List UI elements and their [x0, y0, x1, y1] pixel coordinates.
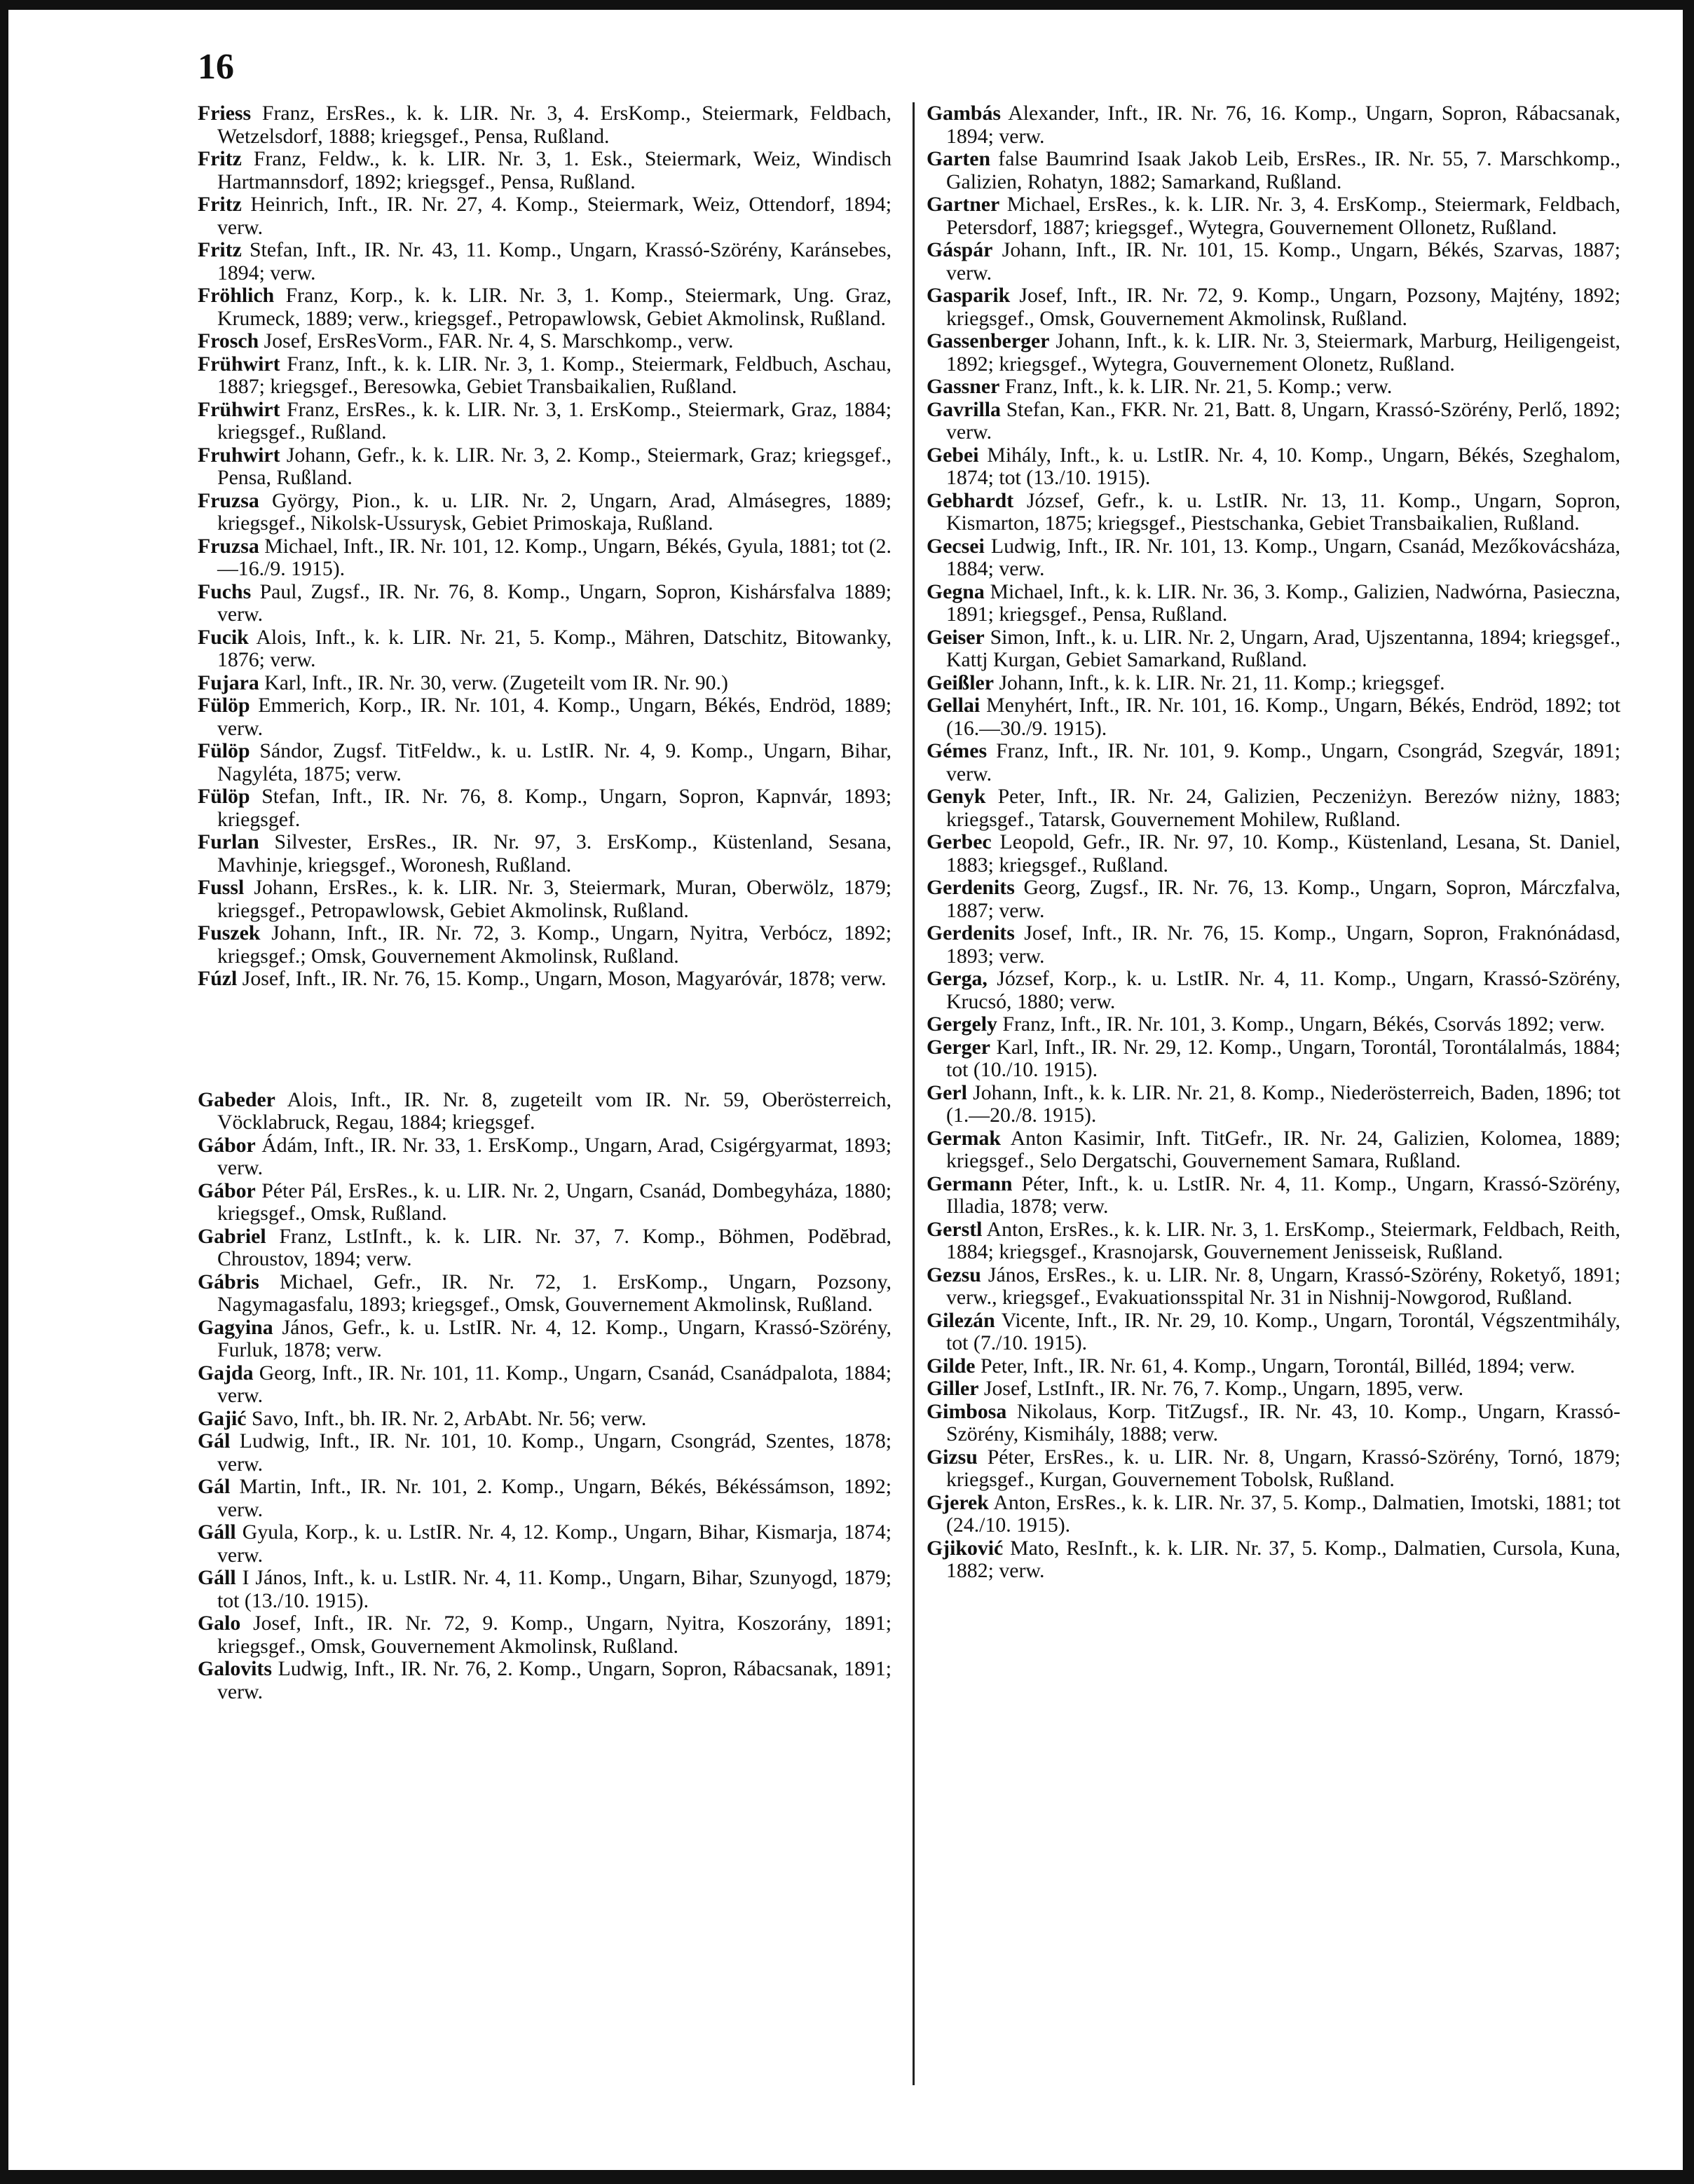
entry-surname: Gerstl: [927, 1217, 983, 1241]
entry-details: Stefan, Inft., IR. Nr. 43, 11. Komp., Ungarn, Krassó-Szörény, Karánsebes, 1894; verw.: [217, 238, 892, 284]
entry-details: Leopold, Gefr., IR. Nr. 97, 10. Komp., Küstenland, Lesana, St. Daniel, 1883; kriegsgef., Rußland.: [946, 830, 1620, 877]
register-entry: [198, 1362, 892, 1408]
register-entry: [927, 1355, 1620, 1378]
entry-surname: Fruhwirt: [198, 443, 280, 467]
entry-details: Martin, Inft., IR. Nr. 101, 2. Komp., Ungarn, Békés, Békéssámson, 1892; verw.: [217, 1475, 892, 1521]
entry-details: Ludwig, Inft., IR. Nr. 101, 13. Komp., Ungarn, Csanád, Mezőkovácsháza, 1884; verw.: [946, 534, 1620, 580]
register-entry: [198, 877, 892, 922]
entry-surname: Gilde: [927, 1354, 976, 1378]
entry-details: Paul, Zugsf., IR. Nr. 76, 8. Komp., Ungarn, Sopron, Kishársfalva 1889; verw.: [217, 579, 892, 626]
register-entry: [198, 102, 892, 148]
entry-surname: Gimbosa: [927, 1399, 1007, 1423]
entry-surname: Fülöp: [198, 739, 250, 762]
entry-details: Franz, ErsRes., k. k. LIR. Nr. 3, 1. ErsKomp., Steiermark, Graz, 1884; kriegsgef., Rußland.: [217, 397, 892, 444]
entry-details: József, Korp., k. u. LstIR. Nr. 4, 11. Komp., Ungarn, Krassó-Szörény, Krucsó, 1880; verw.: [946, 967, 1620, 1013]
entry-details: Savo, Inft., bh. IR. Nr. 2, ArbAbt. Nr. 56; verw.: [251, 1406, 647, 1430]
entry-surname: Gabriel: [198, 1224, 266, 1248]
entry-details: Alois, Inft., IR. Nr. 8, zugeteilt vom IR. Nr. 59, Oberösterreich, Vöcklabruck, Regau, 1884; kriegsgef.: [217, 1087, 892, 1134]
register-entry: [927, 535, 1620, 581]
register-entry: [198, 1430, 892, 1476]
entry-details: I János, Inft., k. u. LstIR. Nr. 4, 11. Komp., Ungarn, Bihar, Szunyogd, 1879; tot (13./10. 1915).: [217, 1566, 892, 1612]
register-entry: [198, 831, 892, 877]
entry-details: Georg, Zugsf., IR. Nr. 76, 13. Komp., Ungarn, Sopron, Márczfalva, 1887; verw.: [946, 876, 1620, 922]
left-column: [198, 102, 892, 1703]
entry-surname: Geiser: [927, 625, 985, 649]
entry-surname: Gábor: [198, 1133, 256, 1157]
entry-details: Franz, ErsRes., k. k. LIR. Nr. 3, 4. ErsKomp., Steiermark, Feldbach, Wetzelsdorf, 1888; kriegsgef., Pensa, Rußland.: [217, 102, 892, 148]
scan-edge-right: [1683, 0, 1694, 2184]
entry-details: Anton Kasimir, Inft. TitGefr., IR. Nr. 24, Galizien, Kolomea, 1889; kriegsgef., Selo Dergatschi, Gouvernement Samara, Rußland.: [946, 1126, 1620, 1172]
entry-surname: Gábor: [198, 1179, 256, 1202]
entry-surname: Gellai: [927, 694, 981, 717]
register-entry: [198, 1658, 892, 1703]
entry-surname: Gajda: [198, 1361, 254, 1385]
entry-details: Josef, Inft., IR. Nr. 76, 15. Komp., Ungarn, Moson, Magyaróvár, 1878; verw.: [242, 967, 887, 990]
register-entry: [198, 1317, 892, 1362]
register-entry: [927, 1401, 1620, 1446]
entry-details: Emmerich, Korp., IR. Nr. 101, 4. Komp., Ungarn, Békés, Endröd, 1889; verw.: [217, 694, 892, 740]
register-entry: [198, 193, 892, 239]
scan-edge-left: [0, 0, 8, 2184]
entry-details: Josef, Inft., IR. Nr. 76, 15. Komp., Ungarn, Sopron, Fraknónádasd, 1893; verw.: [946, 921, 1621, 968]
register-entry: [927, 193, 1620, 239]
entry-surname: Gjiković: [927, 1536, 1004, 1560]
register-entry: [198, 148, 892, 193]
entry-details: Mato, ResInft., k. k. LIR. Nr. 37, 5. Komp., Dalmatien, Cursola, Kuna, 1882; verw.: [946, 1536, 1620, 1582]
entry-details: Ludwig, Inft., IR. Nr. 76, 2. Komp., Ungarn, Sopron, Rábacsanak, 1891; verw.: [217, 1657, 892, 1703]
entry-surname: Garten: [927, 147, 991, 170]
entry-surname: Gáll: [198, 1566, 236, 1589]
entry-details: Gyula, Korp., k. u. LstIR. Nr. 4, 12. Komp., Ungarn, Bihar, Kismarja, 1874; verw.: [217, 1520, 892, 1567]
register-entry: [198, 1089, 892, 1134]
register-entry: [198, 694, 892, 740]
register-entry: [198, 785, 892, 831]
register-entry: [927, 1036, 1620, 1082]
entry-details: Alexander, Inft., IR. Nr. 76, 16. Komp., Ungarn, Sopron, Rábacsanak, 1894; verw.: [946, 102, 1620, 148]
register-entry: [198, 1134, 892, 1180]
letter-section-gap: [198, 991, 892, 1089]
entry-details: Johann, Inft., k. k. LIR. Nr. 21, 11. Komp.; kriegsgef.: [999, 671, 1445, 694]
register-entry: [927, 1013, 1620, 1036]
register-entry: [198, 740, 892, 785]
entry-details: Johann, ErsRes., k. k. LIR. Nr. 3, Steiermark, Muran, Oberwölz, 1879; kriegsgef., Petropawlowsk, Gebiet Akmolinsk, Rußland.: [217, 876, 892, 922]
entry-surname: Gábris: [198, 1270, 259, 1293]
register-entry: [927, 399, 1620, 444]
entry-surname: Fuszek: [198, 921, 261, 945]
register-entry: [927, 102, 1620, 148]
register-entry: [927, 1218, 1620, 1264]
register-entry: [927, 376, 1620, 399]
right-column: [927, 102, 1620, 1583]
register-entry: [198, 1612, 892, 1658]
entry-surname: Fülöp: [198, 785, 250, 808]
entry-details: Stefan, Inft., IR. Nr. 76, 8. Komp., Ungarn, Sopron, Kapnvár, 1893; kriegsgef.: [217, 785, 892, 831]
entry-surname: Gavrilla: [927, 397, 1001, 421]
register-entry: [198, 353, 892, 399]
register-entry: [927, 581, 1620, 626]
entry-details: Michael, ErsRes., k. k. LIR. Nr. 3, 4. ErsKomp., Steiermark, Feldbach, Petersdorf, 1887; kriegsgef., Wytegra, Gouvernement Ollonetz, Rußland.: [946, 193, 1620, 239]
entry-surname: Gerl: [927, 1080, 967, 1104]
register-entry: [198, 490, 892, 535]
entry-surname: Gáll: [198, 1520, 236, 1544]
entry-details: Vicente, Inft., IR. Nr. 29, 10. Komp., Ungarn, Torontál, Végszentmihály, tot (7./10. 1915).: [946, 1308, 1620, 1354]
entry-details: Mihály, Inft., k. u. LstIR. Nr. 4, 10. Komp., Ungarn, Békés, Szeghalom, 1874; tot (13./10. 1915).: [946, 443, 1620, 489]
register-entry: [927, 877, 1620, 922]
entry-surname: Gizsu: [927, 1445, 978, 1469]
register-entry: [198, 626, 892, 672]
register-entry: [198, 672, 892, 695]
entry-surname: Fülöp: [198, 694, 250, 717]
entry-details: Johann, Inft., k. k. LIR. Nr. 21, 8. Komp., Niederösterreich, Baden, 1896; tot (1.—20./8. 1915).: [946, 1080, 1620, 1127]
register-entry: [927, 330, 1620, 376]
entry-details: Heinrich, Inft., IR. Nr. 27, 4. Komp., Steiermark, Weiz, Ottendorf, 1894; verw.: [217, 193, 892, 239]
register-entry: [198, 535, 892, 581]
register-entry: [198, 968, 892, 991]
entry-surname: Gáspár: [927, 238, 993, 261]
entry-surname: Gémes: [927, 739, 988, 762]
register-entry: [927, 626, 1620, 672]
entry-details: Michael, Inft., k. k. LIR. Nr. 36, 3. Komp., Galizien, Nadwórna, Pasieczna, 1891; kriegsgef., Pensa, Rußland.: [946, 579, 1620, 626]
entry-details: János, ErsRes., k. u. LIR. Nr. 8, Ungarn, Krassó-Szörény, Roketyő, 1891; verw., kriegsgef., Evakuationsspital Nr. 31 in Nishnij-Nowgorod, Rußland.: [946, 1263, 1620, 1309]
entry-details: Franz, LstInft., k. k. LIR. Nr. 37, 7. Komp., Böhmen, Podĕbrad, Chroustov, 1894; verw.: [217, 1224, 892, 1270]
entry-surname: Gassenberger: [927, 329, 1050, 352]
entry-surname: Gegna: [927, 579, 985, 603]
register-entry: [927, 148, 1620, 193]
entry-details: Péter Pál, ErsRes., k. u. LIR. Nr. 2, Ungarn, Csanád, Dombegyháza, 1880; kriegsgef., Omsk, Rußland.: [217, 1179, 892, 1225]
entry-surname: Gassner: [927, 375, 1000, 398]
entry-details: Johann, Inft., k. k. LIR. Nr. 3, Steiermark, Marburg, Heiligengeist, 1892; kriegsgef., Wytegra, Gouvernement Olonetz, Rußland.: [946, 329, 1620, 376]
entry-details: Franz, Inft., IR. Nr. 101, 9. Komp., Ungarn, Csongrád, Szegvár, 1891; verw.: [946, 739, 1620, 785]
entry-surname: Germann: [927, 1172, 1013, 1195]
entry-details: Anton, ErsRes., k. k. LIR. Nr. 37, 5. Komp., Dalmatien, Imotski, 1881; tot (24./10. 1915).: [946, 1490, 1620, 1537]
register-entry: [927, 694, 1620, 740]
register-entry: [198, 1476, 892, 1521]
register-entry: [198, 1225, 892, 1271]
entry-details: Anton, ErsRes., k. k. LIR. Nr. 3, 1. ErsKomp., Steiermark, Feldbach, Reith, 1884; kriegsgef., Krasnojarsk, Gouvernement Jenisseisk, Rußland.: [946, 1217, 1620, 1263]
scan-edge-top: [0, 0, 1694, 10]
register-entry: [198, 922, 892, 968]
register-entry: [927, 922, 1620, 968]
register-entry: [927, 1446, 1620, 1492]
register-entry: [198, 1408, 892, 1431]
register-entry: [198, 1521, 892, 1567]
entry-details: Menyhért, Inft., IR. Nr. 101, 16. Komp., Ungarn, Békés, Endröd, 1892; tot (16.—30./9. 1915).: [946, 694, 1620, 740]
entry-details: János, Gefr., k. u. LstIR. Nr. 4, 12. Komp., Ungarn, Krassó-Szörény, Furluk, 1878; verw.: [217, 1315, 892, 1361]
register-entry: [198, 581, 892, 626]
entry-details: Johann, Inft., IR. Nr. 72, 3. Komp., Ungarn, Nyitra, Verbócz, 1892; kriegsgef.; Omsk, Gouvernement Akmolinsk, Rußland.: [217, 921, 892, 968]
entry-surname: Gabeder: [198, 1087, 275, 1111]
register-entry: [927, 1264, 1620, 1310]
entry-details: Karl, Inft., IR. Nr. 30, verw. (Zugeteilt vom IR. Nr. 90.): [264, 671, 728, 694]
register-entry: [927, 1127, 1620, 1173]
entry-surname: Frühwirt: [198, 397, 280, 421]
entry-details: Josef, Inft., IR. Nr. 72, 9. Komp., Ungarn, Pozsony, Majtény, 1892; kriegsgef., Omsk, Gouvernement Akmolinsk, Rußland.: [946, 284, 1620, 330]
register-entry: [927, 740, 1620, 785]
entry-details: Franz, Inft., k. k. LIR. Nr. 21, 5. Komp.; verw.: [1004, 375, 1393, 398]
register-entry: [927, 1537, 1620, 1583]
entry-details: Georg, Inft., IR. Nr. 101, 11. Komp., Ungarn, Csanád, Csanádpalota, 1884; verw.: [217, 1361, 892, 1407]
register-entry: [927, 284, 1620, 330]
entry-details: Ludwig, Inft., IR. Nr. 101, 10. Komp., Ungarn, Csongrád, Szentes, 1878; verw.: [217, 1429, 892, 1476]
register-entry: [198, 1271, 892, 1317]
entry-surname: Galovits: [198, 1657, 272, 1680]
entry-surname: Gerbec: [927, 830, 992, 853]
entry-surname: Fröhlich: [198, 284, 275, 307]
entry-details: Franz, Feldw., k. k. LIR. Nr. 3, 1. Esk., Steiermark, Weiz, Windisch Hartmannsdorf, 1892; kriegsgef., Pensa, Rußland.: [217, 147, 892, 193]
page-number: 16: [198, 47, 234, 87]
entry-details: Silvester, ErsRes., IR. Nr. 97, 3. ErsKomp., Küstenland, Sesana, Mavhinje, kriegsgef., Woronesh, Rußland.: [217, 830, 892, 877]
register-entry: [198, 1180, 892, 1225]
entry-surname: Gasparik: [927, 284, 1011, 307]
entry-surname: Fúzl: [198, 967, 238, 990]
entry-details: Josef, LstInft., IR. Nr. 76, 7. Komp., Ungarn, 1895, verw.: [983, 1377, 1464, 1400]
entry-surname: Gebei: [927, 443, 979, 467]
entry-surname: Gagyina: [198, 1315, 273, 1339]
entry-surname: Gerger: [927, 1035, 990, 1059]
entry-surname: Frühwirt: [198, 352, 280, 376]
entry-surname: Fruzsa: [198, 534, 259, 558]
entry-details: Michael, Inft., IR. Nr. 101, 12. Komp., Ungarn, Békés, Gyula, 1881; tot (2.—16./9. 1915).: [217, 534, 892, 580]
entry-surname: Gerdenits: [927, 876, 1015, 899]
entry-details: György, Pion., k. u. LIR. Nr. 2, Ungarn, Arad, Almásegres, 1889; kriegsgef., Nikolsk-Ussurysk, Gebiet Primoskaja, Rußland.: [217, 488, 892, 535]
entry-surname: Furlan: [198, 830, 259, 853]
entry-surname: Geißler: [927, 671, 994, 694]
entry-details: Michael, Gefr., IR. Nr. 72, 1. ErsKomp., Ungarn, Pozsony, Nagymagasfalu, 1893; kriegsgef., Omsk, Gouvernement Akmolinsk, Rußland.: [217, 1270, 892, 1316]
register-entry: [198, 444, 892, 490]
entry-surname: Gál: [198, 1429, 231, 1452]
register-entry: [927, 1310, 1620, 1355]
entry-surname: Gerdenits: [927, 921, 1015, 945]
entry-details: Péter, ErsRes., k. u. LIR. Nr. 8, Ungarn, Krassó-Szörény, Tornó, 1879; kriegsgef., Kurgan, Gouvernement Tobolsk, Rußland.: [946, 1445, 1620, 1491]
entry-details: Peter, Inft., IR. Nr. 61, 4. Komp., Ungarn, Torontál, Billéd, 1894; verw.: [980, 1354, 1576, 1378]
entry-surname: Gilezán: [927, 1308, 995, 1332]
entry-details: Franz, Inft., IR. Nr. 101, 3. Komp., Ungarn, Békés, Csorvás 1892; verw.: [1002, 1012, 1605, 1036]
register-entry: [927, 1378, 1620, 1401]
entry-details: Franz, Korp., k. k. LIR. Nr. 3, 1. Komp., Steiermark, Ung. Graz, Krumeck, 1889; verw., kriegsgef., Petropawlowsk, Gebiet Akmolinsk, Rußland.: [217, 284, 892, 330]
entry-details: József, Gefr., k. u. LstIR. Nr. 13, 11. Komp., Ungarn, Sopron, Kismarton, 1875; kriegsgef., Piestschanka, Gebiet Transbaikalien, Rußland.: [946, 488, 1620, 535]
entry-surname: Fruzsa: [198, 488, 259, 512]
column-divider: [913, 102, 915, 2085]
entry-details: Sándor, Zugsf. TitFeldw., k. u. LstIR. Nr. 4, 9. Komp., Ungarn, Bihar, Nagyléta, 1875; verw.: [217, 739, 892, 785]
register-entry: [927, 831, 1620, 877]
entry-surname: Gajić: [198, 1406, 247, 1430]
entry-surname: Gebhardt: [927, 488, 1014, 512]
entry-surname: Gezsu: [927, 1263, 981, 1286]
register-entry: [198, 399, 892, 444]
register-entry: [927, 785, 1620, 831]
entry-surname: Fujara: [198, 671, 259, 694]
entry-surname: Gergely: [927, 1012, 997, 1036]
scan-edge-bottom: [0, 2170, 1694, 2184]
entry-details: Josef, ErsResVorm., FAR. Nr. 4, S. Marschkomp., verw.: [264, 329, 734, 352]
register-entry: [198, 330, 892, 353]
entry-details: Peter, Inft., IR. Nr. 24, Galizien, Peczeniżyn. Berezów niżny, 1883; kriegsgef., Tatarsk, Gouvernement Mohilew, Rußland.: [946, 785, 1621, 831]
entry-surname: Genyk: [927, 785, 986, 808]
register-entry: [198, 284, 892, 330]
entry-details: Péter, Inft., k. u. LstIR. Nr. 4, 11. Komp., Ungarn, Krassó-Szörény, Illadia, 1878; verw.: [946, 1172, 1620, 1218]
entry-surname: Fuchs: [198, 579, 252, 603]
entry-surname: Gartner: [927, 193, 1000, 216]
entry-details: Ádám, Inft., IR. Nr. 33, 1. ErsKomp., Ungarn, Arad, Csigérgyarmat, 1893; verw.: [217, 1133, 892, 1179]
entry-surname: Fucik: [198, 625, 249, 649]
entry-details: Johann, Inft., IR. Nr. 101, 15. Komp., Ungarn, Békés, Szarvas, 1887; verw.: [946, 238, 1620, 284]
entry-surname: Giller: [927, 1377, 979, 1400]
entry-surname: Germak: [927, 1126, 1001, 1150]
entry-surname: Gál: [198, 1475, 231, 1498]
entry-details: Karl, Inft., IR. Nr. 29, 12. Komp., Ungarn, Torontál, Torontálalmás, 1884; tot (10./10. 1915).: [946, 1035, 1620, 1081]
register-entry: [927, 672, 1620, 695]
entry-surname: Fritz: [198, 238, 242, 261]
entry-surname: Fritz: [198, 193, 242, 216]
entry-details: Johann, Gefr., k. k. LIR. Nr. 3, 2. Komp., Steiermark, Graz; kriegsgef., Pensa, Rußland.: [217, 443, 892, 489]
entry-surname: Galo: [198, 1612, 241, 1635]
entry-surname: Frosch: [198, 329, 259, 352]
register-entry: [927, 1492, 1620, 1537]
entry-surname: Fussl: [198, 876, 245, 899]
entry-details: Alois, Inft., k. k. LIR. Nr. 21, 5. Komp., Mähren, Datschitz, Bitowanky, 1876; verw.: [217, 625, 892, 671]
entry-details: false Baumrind Isaak Jakob Leib, ErsRes., IR. Nr. 55, 7. Marschkomp., Galizien, Rohatyn, 1882; Samarkand, Rußland.: [946, 147, 1620, 193]
register-entry: [927, 490, 1620, 535]
register-entry: [927, 968, 1620, 1013]
entry-details: Franz, Inft., k. k. LIR. Nr. 3, 1. Komp., Steiermark, Feldbuch, Aschau, 1887; kriegsgef., Beresowka, Gebiet Transbaikalien, Rußland.: [217, 352, 892, 398]
entry-details: Stefan, Kan., FKR. Nr. 21, Batt. 8, Ungarn, Krassó-Szörény, Perlő, 1892; verw.: [946, 397, 1620, 444]
register-entry: [927, 444, 1620, 490]
entry-details: Josef, Inft., IR. Nr. 72, 9. Komp., Ungarn, Nyitra, Koszorány, 1891; kriegsgef., Omsk, Gouvernement Akmolinsk, Rußland.: [217, 1612, 892, 1658]
entry-details: Nikolaus, Korp. TitZugsf., IR. Nr. 43, 10. Komp., Ungarn, Krassó-Szörény, Kismihály, 1888; verw.: [946, 1399, 1620, 1445]
entry-surname: Friess: [198, 102, 252, 125]
register-entry: [198, 1567, 892, 1612]
register-entry: [198, 239, 892, 284]
entry-surname: Gjerek: [927, 1490, 989, 1514]
entry-surname: Gerga,: [927, 967, 988, 990]
register-entry: [927, 239, 1620, 284]
register-entry: [927, 1082, 1620, 1127]
entry-surname: Fritz: [198, 147, 242, 170]
entry-details: Simon, Inft., k. u. LIR. Nr. 2, Ungarn, Arad, Ujszentanna, 1894; kriegsgef., Kattj Kurgan, Gebiet Samarkand, Rußland.: [946, 625, 1621, 671]
entry-surname: Gambás: [927, 102, 1001, 125]
register-entry: [927, 1173, 1620, 1218]
entry-surname: Gecsei: [927, 534, 985, 558]
